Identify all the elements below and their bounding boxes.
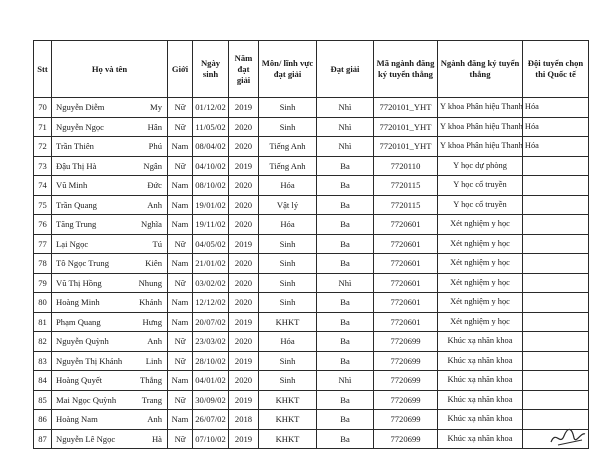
table-row [34,390,589,410]
row-given-name: My [150,102,162,113]
row-year: 2019 [229,98,259,118]
header-team: Đội tuyển chọn thi Quốc tế [523,41,589,98]
row-major: Y học dự phòng [438,156,523,176]
row-award: Ba [317,176,374,196]
row-code: 7720101_YHT [374,137,438,157]
row-year: 2020 [229,254,259,274]
row-year: 2018 [229,410,259,430]
row-stt: 83 [34,351,52,371]
row-year: 2019 [229,351,259,371]
row-major: Khúc xạ nhãn khoa [438,429,523,449]
row-stt: 71 [34,117,52,137]
row-award: Nhì [317,371,374,391]
row-gender: Nam [168,195,193,215]
row-subject: Sinh [259,117,317,137]
row-name [52,156,168,176]
row-award: Ba [317,234,374,254]
row-stt: 78 [34,254,52,274]
row-name [52,273,168,293]
row-award: Ba [317,312,374,332]
row-year: 2019 [229,234,259,254]
row-given-name: Thắng [140,375,162,386]
row-name [52,137,168,157]
row-gender: Nữ [168,117,193,137]
row-dob: 19/11/02 [193,215,229,235]
table-row [34,137,589,157]
table-row [34,195,589,215]
row-code: 7720101_YHT [374,117,438,137]
row-stt: 77 [34,234,52,254]
row-gender: Nam [168,215,193,235]
row-major: Y học cổ truyền [438,195,523,215]
row-stt: 85 [34,390,52,410]
row-stt: 74 [34,176,52,196]
row-subject: Sinh [259,98,317,118]
row-surname: Nguyễn Ngọc [56,121,104,132]
row-subject: Sinh [259,371,317,391]
row-subject: KHKT [259,429,317,449]
row-given-name: Anh [147,336,162,347]
row-code: 7720699 [374,371,438,391]
row-surname: Trần Thiên [56,141,94,152]
row-dob: 04/05/02 [193,234,229,254]
row-name [52,293,168,313]
table-row [34,273,589,293]
row-major: Y khoa Phân hiệu Thanh Hóa [438,137,523,157]
table-row [34,351,589,371]
header-code: Mã ngành đăng ký tuyển thẳng [374,41,438,98]
row-subject: Sinh [259,351,317,371]
row-gender: Nam [168,293,193,313]
row-award: Ba [317,195,374,215]
row-major: Xét nghiệm y học [438,293,523,313]
row-stt: 81 [34,312,52,332]
row-team [523,156,589,176]
row-code: 7720101_YHT [374,98,438,118]
row-dob: 04/01/02 [193,371,229,391]
row-major: Xét nghiệm y học [438,273,523,293]
row-dob: 04/10/02 [193,156,229,176]
row-team [523,312,589,332]
table-row [34,215,589,235]
row-subject: Sinh [259,254,317,274]
row-surname: Hoàng Nam [56,414,98,425]
row-year: 2020 [229,293,259,313]
row-given-name: Phú [148,141,162,152]
row-name [52,351,168,371]
row-dob: 19/01/02 [193,195,229,215]
row-subject: Tiếng Anh [259,156,317,176]
row-name [52,215,168,235]
row-major: Khúc xạ nhãn khoa [438,371,523,391]
row-major: Xét nghiệm y học [438,312,523,332]
row-name [52,390,168,410]
row-team [523,332,589,352]
table-header-row [34,41,589,98]
row-surname: Vũ Minh [56,180,88,191]
row-code: 7720699 [374,410,438,430]
table-body [34,98,589,449]
table-row [34,176,589,196]
row-code: 7720110 [374,156,438,176]
row-year: 2020 [229,117,259,137]
row-award: Ba [317,410,374,430]
header-gender: Giới [168,41,193,98]
row-team [523,234,589,254]
row-year: 2020 [229,137,259,157]
row-code: 7720601 [374,293,438,313]
row-gender: Nữ [168,98,193,118]
row-dob: 20/07/02 [193,312,229,332]
row-major: Y khoa Phân hiệu Thanh Hóa [438,98,523,118]
row-gender: Nữ [168,273,193,293]
row-subject: Vật lý [259,195,317,215]
handwritten-signature-icon [548,420,588,450]
header-year: Năm đạt giải [229,41,259,98]
row-award: Ba [317,390,374,410]
row-given-name: Ngân [143,160,162,171]
row-surname: Vũ Thị Hồng [56,277,102,288]
row-major: Khúc xạ nhãn khoa [438,332,523,352]
row-stt: 75 [34,195,52,215]
row-year: 2020 [229,215,259,235]
row-dob: 08/04/02 [193,137,229,157]
row-year: 2019 [229,429,259,449]
row-major: Khúc xạ nhãn khoa [438,351,523,371]
row-given-name: Linh [145,355,162,366]
row-stt: 87 [34,429,52,449]
row-award: Ba [317,156,374,176]
row-subject: KHKT [259,390,317,410]
row-stt: 80 [34,293,52,313]
row-award: Ba [317,351,374,371]
row-given-name: Trang [141,394,162,405]
row-surname: Đậu Thị Hà [56,160,97,171]
row-dob: 26/07/02 [193,410,229,430]
row-major: Khúc xạ nhãn khoa [438,390,523,410]
row-stt: 84 [34,371,52,391]
table-row [34,117,589,137]
row-surname: Lại Ngọc [56,238,89,249]
row-subject: KHKT [259,410,317,430]
row-team [523,273,589,293]
table-row [34,254,589,274]
row-team [523,293,589,313]
row-subject: Hóa [259,332,317,352]
row-code: 7720601 [374,312,438,332]
row-given-name: Anh [147,414,162,425]
row-team [523,390,589,410]
header-award: Đạt giải [317,41,374,98]
row-stt: 72 [34,137,52,157]
row-team [523,215,589,235]
row-award: Ba [317,215,374,235]
row-gender: Nam [168,254,193,274]
row-given-name: Kiên [145,258,162,269]
row-gender: Nữ [168,351,193,371]
row-award: Nhì [317,98,374,118]
admission-roster-table [33,40,589,449]
row-award: Ba [317,429,374,449]
row-given-name: Hân [147,121,162,132]
row-stt: 82 [34,332,52,352]
row-name [52,234,168,254]
row-subject: Sinh [259,273,317,293]
row-surname: Nguyễn Diễm [56,102,105,113]
row-gender: Nam [168,371,193,391]
row-surname: Nguyễn Lê Ngọc [56,433,116,444]
row-given-name: Hưng [142,316,162,327]
row-gender: Nam [168,137,193,157]
row-given-name: Khánh [139,297,162,308]
row-code: 7720601 [374,254,438,274]
row-award: Nhì [317,273,374,293]
row-code: 7720601 [374,234,438,254]
row-team [523,371,589,391]
table-row [34,293,589,313]
row-given-name: Nhung [138,277,162,288]
table-row [34,234,589,254]
header-name: Họ và tên [52,41,168,98]
row-surname: Hoàng Quyết [56,375,103,386]
row-subject: Tiếng Anh [259,137,317,157]
row-surname: Tô Ngọc Trung [56,258,110,269]
row-dob: 30/09/02 [193,390,229,410]
row-dob: 08/10/02 [193,176,229,196]
row-given-name: Nghĩa [140,219,162,230]
row-dob: 01/12/02 [193,98,229,118]
row-name [52,429,168,449]
row-subject: KHKT [259,312,317,332]
row-year: 2020 [229,273,259,293]
row-name [52,332,168,352]
row-gender: Nữ [168,156,193,176]
row-name [52,117,168,137]
table-row [34,312,589,332]
row-subject: Hóa [259,176,317,196]
row-surname: Mai Ngọc Quỳnh [56,394,117,405]
row-year: 2020 [229,176,259,196]
row-major: Khúc xạ nhãn khoa [438,410,523,430]
row-dob: 12/12/02 [193,293,229,313]
header-stt: Stt [34,41,52,98]
row-year: 2020 [229,195,259,215]
row-dob: 11/05/02 [193,117,229,137]
row-award: Ba [317,293,374,313]
row-dob: 21/01/02 [193,254,229,274]
row-stt: 73 [34,156,52,176]
row-major: Xét nghiệm y học [438,234,523,254]
row-code: 7720601 [374,215,438,235]
row-surname: Nguyễn Quỳnh [56,336,109,347]
row-name [52,254,168,274]
row-given-name: Hà [151,433,162,444]
row-dob: 03/02/02 [193,273,229,293]
row-major: Y khoa Phân hiệu Thanh Hóa [438,117,523,137]
row-code: 7720115 [374,195,438,215]
row-surname: Nguyễn Thị Khánh [56,355,123,366]
row-surname: Phạm Quang [56,316,101,327]
row-gender: Nam [168,176,193,196]
row-name [52,371,168,391]
row-name [52,98,168,118]
row-team [523,195,589,215]
row-code: 7720699 [374,332,438,352]
row-code: 7720115 [374,176,438,196]
row-dob: 07/10/02 [193,429,229,449]
row-team [523,254,589,274]
row-award: Ba [317,254,374,274]
row-dob: 28/10/02 [193,351,229,371]
row-given-name: Tú [152,238,162,249]
row-stt: 79 [34,273,52,293]
table-row [34,410,589,430]
row-dob: 23/03/02 [193,332,229,352]
row-code: 7720699 [374,390,438,410]
table-row [34,156,589,176]
row-subject: Hóa [259,215,317,235]
row-year: 2019 [229,156,259,176]
row-year: 2019 [229,390,259,410]
row-surname: Trần Quang [56,199,97,210]
table-row [34,371,589,391]
row-surname: Hoàng Minh [56,297,100,308]
row-year: 2020 [229,332,259,352]
row-subject: Sinh [259,234,317,254]
row-stt: 70 [34,98,52,118]
row-gender: Nữ [168,332,193,352]
row-team [523,176,589,196]
row-gender: Nữ [168,234,193,254]
row-stt: 76 [34,215,52,235]
row-gender: Nữ [168,429,193,449]
row-given-name: Anh [147,199,162,210]
row-subject: Sinh [259,293,317,313]
row-code: 7720601 [374,273,438,293]
table-row [34,429,589,449]
row-name [52,312,168,332]
row-given-name: Đức [147,180,162,191]
row-year: 2019 [229,312,259,332]
row-award: Nhì [317,137,374,157]
row-major: Y học cổ truyền [438,176,523,196]
table-row [34,98,589,118]
row-gender: Nữ [168,390,193,410]
row-gender: Nam [168,312,193,332]
row-award: Nhì [317,117,374,137]
row-code: 7720699 [374,429,438,449]
row-surname: Tăng Trung [56,219,97,230]
row-gender: Nam [168,410,193,430]
row-award: Ba [317,332,374,352]
header-dob: Ngày sinh [193,41,229,98]
row-team [523,351,589,371]
row-stt: 86 [34,410,52,430]
table-row [34,332,589,352]
row-year: 2020 [229,371,259,391]
row-major: Xét nghiệm y học [438,254,523,274]
row-name [52,410,168,430]
header-major: Ngành đăng ký tuyển thẳng [438,41,523,98]
row-name [52,195,168,215]
row-name [52,176,168,196]
row-major: Xét nghiệm y học [438,215,523,235]
header-subject: Môn/ lĩnh vực đạt giải [259,41,317,98]
row-code: 7720699 [374,351,438,371]
